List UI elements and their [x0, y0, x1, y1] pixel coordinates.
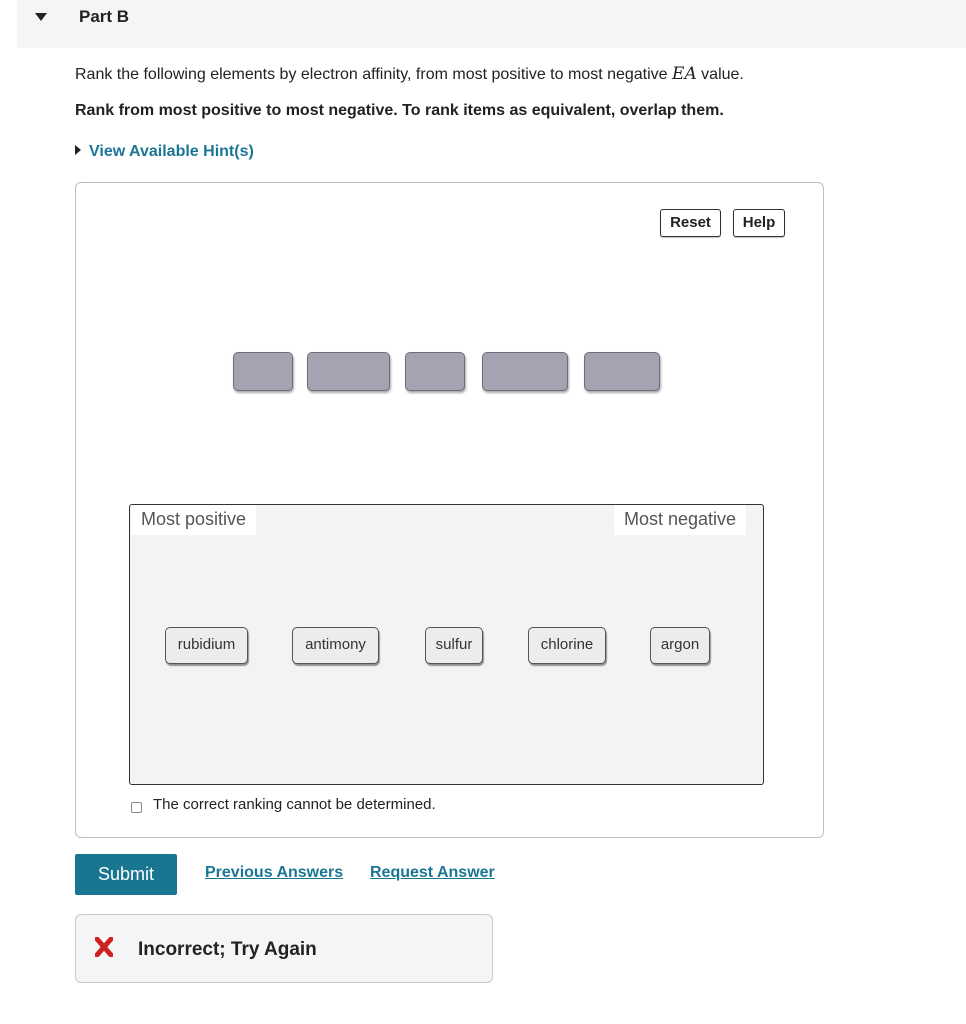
prompt-text-before: Rank the following elements by electron affinity, from most positive to most negative [75, 66, 673, 83]
rank-item-antimony[interactable]: antimony [292, 627, 379, 664]
empty-slot[interactable] [482, 352, 568, 391]
part-header[interactable] [17, 0, 966, 48]
prompt-text-after: value. [696, 66, 744, 83]
incorrect-x-icon [95, 937, 113, 957]
reset-button[interactable]: Reset [660, 209, 721, 237]
collapse-caret-icon[interactable] [35, 13, 47, 21]
most-positive-label: Most positive [131, 505, 256, 535]
view-hints-label: View Available Hint(s) [89, 143, 254, 160]
rank-item-rubidium[interactable]: rubidium [165, 627, 248, 664]
rank-item-chlorine[interactable]: chlorine [528, 627, 606, 664]
cannot-determine-checkbox[interactable] [131, 802, 142, 813]
feedback-message: Incorrect; Try Again [138, 939, 317, 960]
part-title: Part B [79, 7, 130, 26]
question-instruction: Rank from most positive to most negative. To rank items as equivalent, overlap them. [75, 102, 724, 119]
rank-item-argon[interactable]: argon [650, 627, 710, 664]
submit-button[interactable]: Submit [75, 854, 177, 895]
help-button[interactable]: Help [733, 209, 785, 237]
most-negative-label: Most negative [614, 505, 746, 535]
expand-triangle-icon [75, 145, 81, 155]
question-prompt [75, 64, 744, 84]
empty-slot[interactable] [233, 352, 293, 391]
empty-slot[interactable] [307, 352, 390, 391]
request-answer-link[interactable]: Request Answer [370, 864, 495, 881]
rank-item-sulfur[interactable]: sulfur [425, 627, 483, 664]
empty-slot[interactable] [405, 352, 465, 391]
cannot-determine-label: The correct ranking cannot be determined. [153, 796, 436, 813]
previous-answers-link[interactable]: Previous Answers [205, 864, 344, 881]
view-hints-link[interactable] [75, 143, 254, 161]
empty-slot[interactable] [584, 352, 660, 391]
prompt-math-ea: EA [672, 64, 697, 84]
